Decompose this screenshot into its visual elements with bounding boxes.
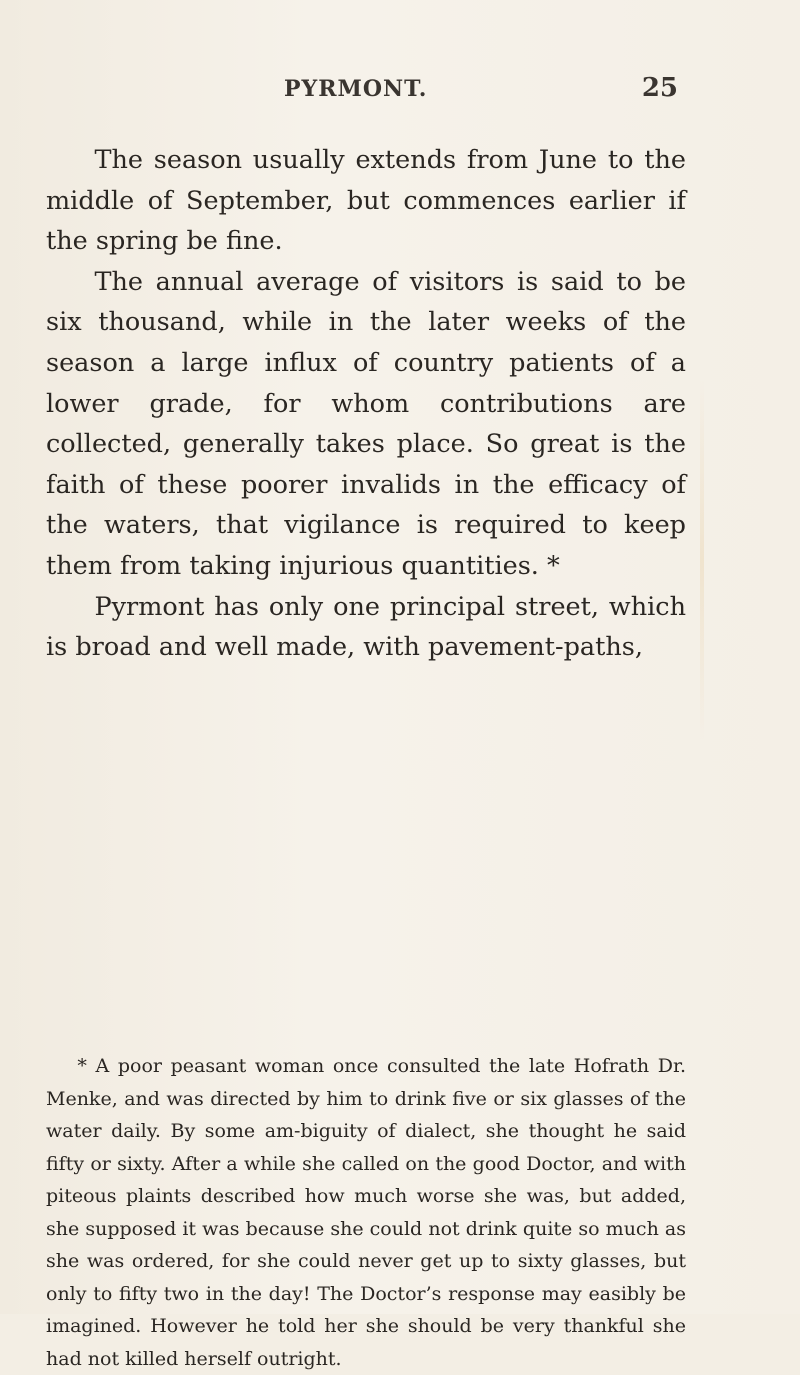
- footnote: [46, 1050, 686, 1375]
- page-number: 25: [641, 73, 678, 103]
- paragraph-season: The season usually extends from June to the middle of September, but commences earlier if the spring be fine.: [46, 145, 686, 257]
- running-head: [46, 73, 680, 110]
- paragraph-street: Pyrmont has only one principal street, which is broad and well made, with pavement-paths,: [46, 591, 686, 663]
- running-title: PYRMONT.: [284, 76, 428, 102]
- footnote-text: * A poor peasant woman once consulted the late Hofrath Dr. Menke, and was directed by him to drink five or six glasses of the water daily. By some am-biguity of dialect, she thought he said fifty or sixty. After a while she called on the good Doctor, and with piteous plaints described how much worse she was, but added, she supposed it was because she could not drink quite so much as she was ordered, for she could never get up to sixty glasses, but only to fifty two in the day! The Doctor’s response may easibly be imagined. However he told her she should be very thankful she had not killed herself outright.: [46, 1055, 686, 1370]
- paragraph-visitors: The annual average of visitors is said to be six thousand, while in the later weeks of the season a large influx of country patients of a lower grade, for whom contributions are collected, generally takes place. So great is the faith of these poorer invalids in the efficacy of the waters, that vigilance is required to keep them from taking injurious quantities. *: [46, 266, 686, 581]
- page-stain: [700, 380, 704, 740]
- body-text: [46, 140, 686, 668]
